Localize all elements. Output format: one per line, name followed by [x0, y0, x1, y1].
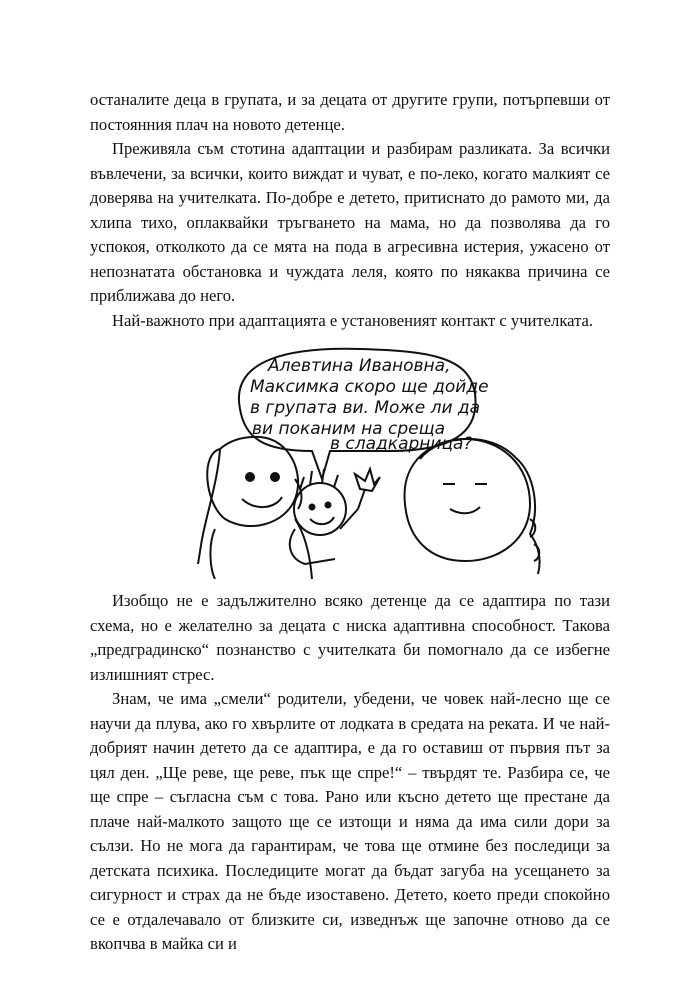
paragraph-1: останалите деца в групата, и за децата от другите групи, потърпевши от постоянния плач на новото детенце.: [90, 90, 610, 134]
speech-line-2: Максимка скоро ще дойде: [250, 377, 489, 397]
paragraph-2: Преживяла съм стотина адаптации и разбирам разликата. За всички въвлечени, за всички, които виждат и чуват, е по-леко, когато малкият се доверява на учителката. По-добре е детето, притиснато до рамото ми, да хлипа тихо, оплаквайки тръгването на мама, но да позволява да го успокоя, отколкото да се мята на пода в агресивна истерия, ужасено от непознатата обстановка и чуждата леля, която по някаква причина се приближава до него.: [90, 139, 610, 305]
cartoon-drawing: [90, 339, 610, 579]
speech-line-3: в групата ви. Може ли да: [250, 398, 481, 418]
teacher-figure: [405, 439, 540, 574]
speech-line-1: Алевтина Ивановна,: [268, 356, 451, 376]
paragraph-3: Най-важното при адаптацията е установеният контакт с учителката.: [112, 310, 594, 330]
paragraph-5: Знам, че има „смели“ родители, убедени, че човек най-лесно ще се научи да плува, ако го хвърлите от лодката в средата на реката. И че най-добрият начин детето да се адаптира, е да го оставиш от първия път за цял ден. „Ще реве, ще реве, пък ще спре!“ – твърдят те. Разбира се, че ще спре – съгласна съм с това. Рано или късно детето ще престане да плаче най-малкото защото ще се изтощи и няма да има сили дори за сълзи. Но не мога да гарантирам, че това ще отмине без последици за детската психика. Последиците могат да бъдат загуба на усещането за сигурност и страх да не бъде изоставено. Детето, което преди спокойно се е отдалечавало от близките си, изведнъж ще започне отново да се вкопчва в майка си и: [90, 689, 610, 953]
paragraph-4: Изобщо не е задължително всяко детенце да се адаптира по тази схема, но е желателно за децата с ниска адаптивна способност. Такова „предградинско“ познанство с учителката би помогнало да се избегне излишният стрес.: [90, 591, 610, 684]
speech-line-5: в сладкарница?: [330, 434, 473, 454]
speech-line-4: ви поканим на среща: [252, 419, 446, 439]
cartoon-illustration: [90, 339, 610, 579]
page-body: [90, 88, 610, 957]
child-figure: [290, 469, 380, 564]
